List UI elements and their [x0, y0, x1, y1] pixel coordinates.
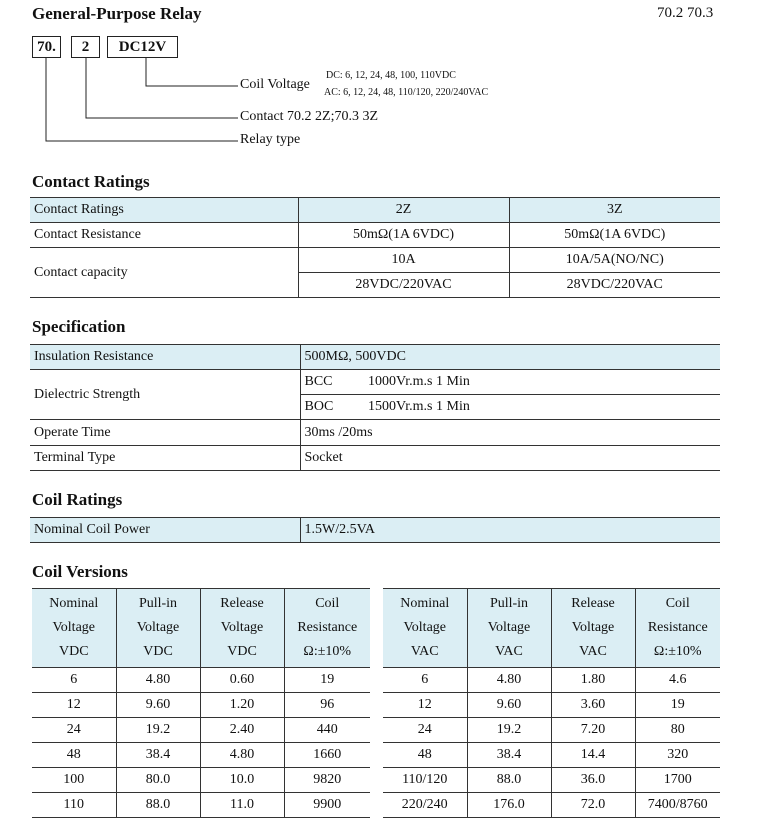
- cell: 4.80: [200, 743, 284, 768]
- cell: 4.80: [467, 668, 551, 693]
- header-line: Voltage: [487, 620, 531, 635]
- table-row: [32, 768, 370, 793]
- cell: 28VDC/220VAC: [509, 273, 720, 298]
- cell: 4.6: [635, 668, 720, 693]
- coil-versions-title: Coil Versions: [32, 562, 128, 581]
- cell: 88.0: [467, 768, 551, 793]
- specification-table: [30, 344, 720, 471]
- cell: 2Z: [298, 198, 509, 223]
- header-line: Coil: [315, 596, 340, 611]
- cell: 320: [635, 743, 720, 768]
- cell: 10A/5A(NO/NC): [509, 248, 720, 273]
- header-line: Release: [571, 596, 615, 611]
- cell: 48: [417, 747, 432, 762]
- table-row: [30, 223, 720, 248]
- cell: Operate Time: [34, 424, 111, 440]
- cell: 0.60: [200, 668, 284, 693]
- header-line: Voltage: [403, 620, 446, 635]
- cell: 1.80: [551, 668, 635, 693]
- ac-rows: [383, 668, 720, 818]
- cell: 3Z: [509, 198, 720, 223]
- cell: 9.60: [116, 693, 200, 718]
- coil-voltage-label: Coil Voltage: [240, 77, 310, 92]
- cell: Contact capacity: [30, 248, 298, 298]
- header-line: Pull-in: [489, 596, 529, 611]
- cell: 24: [417, 722, 432, 737]
- cell: 50mΩ(1A 6VDC): [298, 223, 509, 248]
- header-line: Ω:±10%: [653, 644, 702, 659]
- cell: 110: [63, 797, 84, 812]
- header-cell: [635, 589, 720, 668]
- cell: 2.40: [200, 718, 284, 743]
- header-line: Resistance: [647, 620, 708, 635]
- table-row: [30, 198, 720, 223]
- code-box-type: 70.: [32, 36, 61, 58]
- code-box-voltage: DC12V: [107, 36, 178, 58]
- header-cell: [284, 589, 370, 668]
- table-row: [383, 718, 720, 743]
- cell: BOC: [300, 395, 364, 420]
- cell: 176.0: [467, 793, 551, 818]
- contact-label: Contact 70.2 2Z;70.3 3Z: [240, 109, 379, 124]
- table-row: [30, 370, 720, 395]
- relay-type-label: Relay type: [240, 132, 301, 147]
- table-row: [383, 693, 720, 718]
- cell: 100: [63, 772, 85, 787]
- header-line: Release: [220, 596, 264, 611]
- cell: 24: [66, 722, 81, 737]
- cell: 19: [635, 693, 720, 718]
- cell: 80: [635, 718, 720, 743]
- header-line: Coil: [665, 596, 690, 611]
- dc-rows: [32, 668, 370, 818]
- header-line: Voltage: [52, 620, 95, 635]
- header-cell: [383, 589, 467, 668]
- cell: Nominal Coil Power: [30, 518, 300, 543]
- header-cell: [116, 589, 200, 668]
- cell: 19: [284, 668, 370, 693]
- coil-ratings-title: Coil Ratings: [32, 490, 123, 509]
- cell: 88.0: [116, 793, 200, 818]
- header-line: Voltage: [136, 620, 180, 635]
- cell: 220/240: [401, 797, 448, 812]
- header-line: VDC: [143, 644, 173, 659]
- cell: BCC: [300, 370, 364, 395]
- header-line: VAC: [410, 644, 439, 659]
- cell: Terminal Type: [34, 450, 116, 465]
- header-cell: [32, 589, 116, 668]
- cell: 96: [284, 693, 370, 718]
- cell: 28VDC/220VAC: [298, 273, 509, 298]
- cell: 12: [66, 697, 81, 712]
- series-label: 70.2 70.3: [657, 5, 714, 21]
- header-cell: [551, 589, 635, 668]
- cell: 1000Vr.m.s 1 Min: [368, 374, 470, 389]
- table-row: [383, 768, 720, 793]
- cell: 10A: [298, 248, 509, 273]
- cell: 10.0: [200, 768, 284, 793]
- cell: 9.60: [467, 693, 551, 718]
- contact-ratings-table: [30, 197, 720, 298]
- cell: 440: [284, 718, 370, 743]
- cell: 500MΩ, 500VDC: [300, 345, 720, 370]
- cell: Socket: [300, 446, 720, 471]
- header-line: Voltage: [571, 620, 615, 635]
- cell: 19.2: [116, 718, 200, 743]
- cell: 6: [421, 672, 429, 687]
- header-cell: [467, 589, 551, 668]
- cell: 1500Vr.m.s 1 Min: [368, 399, 470, 414]
- cell: 1660: [284, 743, 370, 768]
- table-row: [32, 718, 370, 743]
- cell: 72.0: [551, 793, 635, 818]
- header-line: VDC: [58, 644, 89, 659]
- cell: 80.0: [116, 768, 200, 793]
- cell: 38.4: [116, 743, 200, 768]
- cell: 50mΩ(1A 6VDC): [509, 223, 720, 248]
- table-row: [383, 793, 720, 818]
- table-row: [383, 589, 720, 668]
- coil-voltage-dc: DC: 6, 12, 24, 48, 100, 110VDC: [326, 70, 456, 81]
- table-row: [32, 743, 370, 768]
- cell: 1.5W/2.5VA: [300, 518, 720, 543]
- cell: 1.20: [200, 693, 284, 718]
- page-title: General-Purpose Relay: [32, 4, 202, 23]
- coil-versions-dc-table: [32, 588, 370, 818]
- cell: Contact Resistance: [34, 227, 141, 242]
- cell: 3.60: [551, 693, 635, 718]
- header-line: Ω:±10%: [303, 644, 352, 659]
- header-line: Nominal: [400, 596, 450, 611]
- table-row: [30, 446, 720, 471]
- header-line: VDC: [227, 644, 257, 659]
- cell: 7400/8760: [635, 793, 720, 818]
- cell: 12: [417, 697, 432, 712]
- table-row: [30, 345, 720, 370]
- coil-versions-ac-table: [383, 588, 720, 818]
- cell: 14.4: [551, 743, 635, 768]
- cell: 48: [66, 747, 81, 762]
- header-line: Pull-in: [138, 596, 178, 611]
- coil-ratings-table: [30, 517, 720, 543]
- table-row: [30, 518, 720, 543]
- header-line: Nominal: [49, 596, 99, 611]
- coil-voltage-ac: AC: 6, 12, 24, 48, 110/120, 220/240VAC: [324, 87, 489, 98]
- cell: 11.0: [200, 793, 284, 818]
- contact-ratings-title: Contact Ratings: [32, 172, 150, 191]
- table-row: [383, 668, 720, 693]
- cell: 4.80: [116, 668, 200, 693]
- cell: 9820: [284, 768, 370, 793]
- cell: Contact Ratings: [30, 198, 298, 223]
- cell: 36.0: [551, 768, 635, 793]
- cell: 30ms /20ms: [300, 420, 720, 446]
- table-row: [30, 248, 720, 273]
- header-line: Resistance: [297, 620, 358, 635]
- cell: 110/120: [402, 772, 448, 787]
- cell: 19.2: [467, 718, 551, 743]
- cell: 6: [70, 672, 78, 687]
- cell: 7.20: [551, 718, 635, 743]
- header-line: Voltage: [220, 620, 264, 635]
- cell: Dielectric Strength: [30, 370, 300, 420]
- table-row: [32, 589, 370, 668]
- cell: 1700: [635, 768, 720, 793]
- table-row: [32, 793, 370, 818]
- table-row: [32, 668, 370, 693]
- cell: 38.4: [467, 743, 551, 768]
- table-row: [32, 693, 370, 718]
- header-cell: [200, 589, 284, 668]
- header-line: VAC: [495, 644, 523, 659]
- header-line: VAC: [579, 644, 607, 659]
- specification-title: Specification: [32, 317, 126, 336]
- code-box-contact: 2: [71, 36, 100, 58]
- table-row: [383, 743, 720, 768]
- cell: Insulation Resistance: [30, 345, 300, 370]
- table-row: [30, 420, 720, 446]
- cell: 9900: [284, 793, 370, 818]
